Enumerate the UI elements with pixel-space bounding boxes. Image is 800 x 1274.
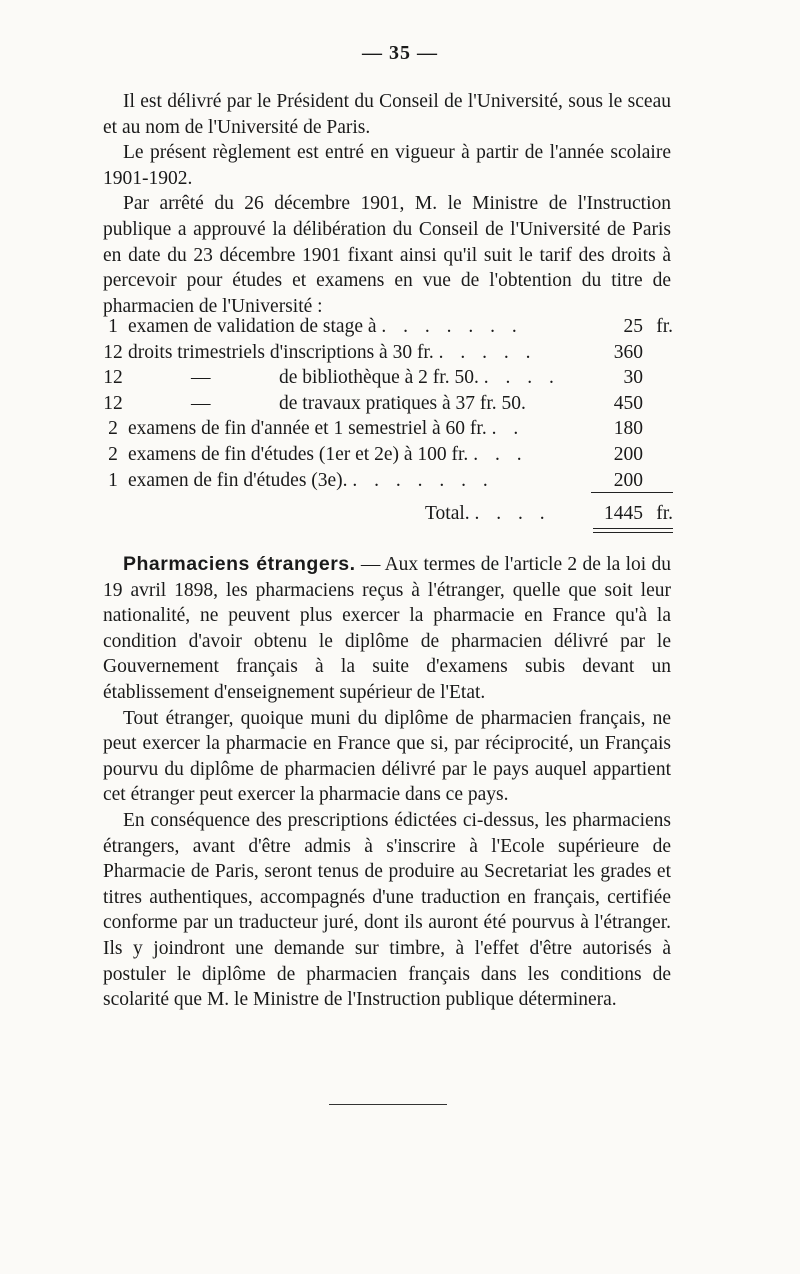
intro-paragraph: Le présent règlement est entré en vigueur à partir de l'année scolaire 1901-1902.: [103, 142, 671, 189]
section-first-text: — Aux termes de l'article 2 de la loi du 19 avril 1898, les pharmaciens reçus à l'étranger, quelle que soit leur nationalité, ne peuvent plus exercer la pharmacie en France qu'à la condition d'avoir obtenu le diplôme de pharmacien délivré par le Gouvernement français à la suite d'examens subis devant un établissement d'enseignement supérieur de l'Etat.: [103, 554, 671, 703]
foreign-pharmacists-section: [103, 552, 671, 1013]
tariff-desc: examens de fin d'année et 1 semestriel à 60 fr. . .: [128, 418, 525, 440]
page-number: — 35 —: [362, 42, 438, 64]
tariff-desc: examen de validation de stage à . . . . . . .: [128, 316, 523, 337]
tariff-desc: droits trimestriels d'inscriptions à 30 fr. . . . . .: [128, 341, 537, 363]
tariff-qty: 2: [108, 443, 118, 465]
tariff-desc: examen de fin d'études (3e). . . . . . . .: [128, 469, 494, 491]
intro-paragraph: Par arrêté du 26 décembre 1901, M. le Ministre de l'Instruction publique a approuvé la délibération du Conseil de l'Université de Paris en date du 23 décembre 1901 fixant ainsi qu'il suit le tarif des droits à percevoir pour études et examens en vue de l'obtention du titre de pharmacien de l'Université :: [103, 193, 671, 317]
tariff-qty: 12: [103, 392, 123, 414]
tariff-total-row: [103, 501, 673, 527]
tariff-amount: 450: [613, 392, 643, 414]
tariff-amount: 360: [613, 341, 643, 363]
tariff-amount: 30: [623, 367, 643, 389]
section-heading: Pharmaciens étrangers.: [123, 553, 356, 575]
tariff-unit: fr.: [656, 316, 673, 337]
total-double-rule: [593, 528, 673, 533]
tariff-qty: 12: [103, 341, 123, 363]
total-rule: [591, 492, 673, 493]
tariff-qty: 12: [103, 367, 123, 389]
ditto-dash: —: [191, 392, 211, 414]
total-amount: 1445: [604, 503, 643, 525]
section-paragraph: En conséquence des prescriptions édictées ci-dessus, les pharmaciens étrangers, avant d'être admis à s'inscrire à l'Ecole supérieure de Pharmacie de Paris, seront tenus de produire au Secretariat les grades et titres authentiques, accompagnés d'une traduction en français, certifiée conforme par un traducteur juré, dont ils auront été pourvus à l'étranger. Ils y joindront une demande sur timbre, à l'effet d'être autorisés à postuler le diplôme de pharmacien français dans les conditions de scolarité que M. le Ministre de l'Instruction publique déterminera.: [103, 809, 671, 1011]
tariff-amount: 200: [613, 443, 643, 465]
intro-paragraph: Il est délivré par le Président du Conseil de l'Université, sous le sceau et au nom de l'Université de Paris.: [103, 91, 671, 138]
tariff-row: [103, 442, 673, 468]
tariff-row: [103, 416, 673, 442]
tariff-row: [103, 391, 673, 417]
tariff-amount: 200: [613, 469, 643, 491]
tariff-row: [103, 468, 673, 494]
tariff-qty: 1: [108, 316, 118, 337]
section-paragraph: Tout étranger, quoique muni du diplôme de pharmacien français, ne peut exercer la pharmacie en France que si, par réciprocité, un Français pourvu du diplôme de pharmacien délivré par le pays auquel appartient cet étranger peut exercer la pharmacie dans ce pays.: [103, 707, 671, 806]
section-paragraph: [103, 552, 671, 706]
tariff-desc: examens de fin d'études (1er et 2e) à 100 fr. . . .: [128, 443, 528, 465]
end-rule: [329, 1104, 447, 1105]
tariff-amount: 180: [613, 418, 643, 440]
tariff-desc: de bibliothèque à 2 fr. 50. . . . .: [279, 367, 560, 389]
tariff-table: [103, 314, 673, 527]
tariff-qty: 1: [108, 469, 118, 491]
total-unit: fr.: [656, 503, 673, 525]
tariff-row: [103, 340, 673, 366]
ditto-dash: —: [191, 367, 211, 389]
total-label: Total. . . . .: [425, 503, 551, 525]
tariff-amount: 25: [623, 316, 643, 337]
tariff-desc: de travaux pratiques à 37 fr. 50.: [279, 392, 526, 414]
intro-section: [103, 89, 671, 319]
tariff-row: [103, 314, 673, 340]
tariff-qty: 2: [108, 418, 118, 440]
tariff-row: [103, 365, 673, 391]
